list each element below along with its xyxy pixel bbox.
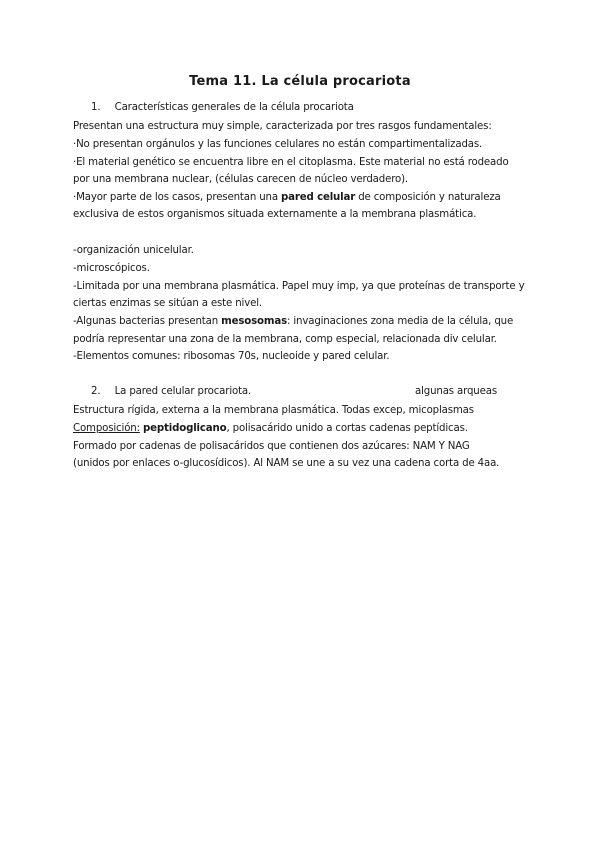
- bold-term-peptidoglicano: peptidoglicano: [142, 423, 227, 434]
- bold-term-pared-celular: pared celular: [281, 192, 356, 203]
- paragraph-glycosidic-bonds: (unidos por enlaces o-glucosídicos). Al NAM se une a su vez una cadena corta de 4aa.: [73, 458, 500, 469]
- text-segment: : invaginaciones zona media de la célula, que: [286, 316, 514, 327]
- bullet-microscopic: -microscópicos.: [73, 263, 150, 274]
- section-2-heading: [91, 385, 251, 399]
- text-segment: ·Mayor parte de los casos, presentan una: [73, 192, 282, 203]
- paragraph-composition: [73, 422, 468, 436]
- paragraph-cell-wall-1: [73, 191, 501, 205]
- bold-term-mesosomas: mesosomas: [221, 316, 287, 327]
- paragraph-genetic-material-1: ·El material genético se encuentra libre en el citoplasma. Este material no está rodeado: [73, 157, 509, 168]
- paragraph-intro: Presentan una estructura muy simple, caracterizada por tres rasgos fundamentales:: [73, 121, 492, 132]
- paragraph-genetic-material-2: por una membrana nuclear, (células carecen de núcleo verdadero).: [73, 174, 408, 185]
- text-segment: , polisacárido unido a cortas cadenas peptídicas.: [226, 423, 468, 434]
- section-1-title: Características generales de la célula procariota: [114, 102, 354, 113]
- section-1-number: 1.: [91, 102, 101, 113]
- bullet-mesosomes-1: [73, 315, 513, 329]
- section-1-heading: [91, 101, 354, 115]
- underlined-label-composicion: Composición:: [73, 423, 140, 434]
- bullet-mesosomes-2: podría representar una zona de la membrana, comp especial, relacionada div celular.: [73, 334, 497, 345]
- section-2-title: La pared celular procariota.: [114, 386, 252, 397]
- text-segment: -Algunas bacterias presentan: [73, 316, 222, 327]
- paragraph-cell-wall-2: exclusiva de estos organismos situada externamente a la membrana plasmática.: [73, 209, 477, 220]
- bullet-membrane-1: -Limitada por una membrana plasmática. Papel muy imp, ya que proteínas de transporte y: [73, 281, 525, 292]
- paragraph-rigid-structure: Estructura rígida, externa a la membrana plasmática. Todas excep, micoplasmas: [73, 405, 474, 416]
- bullet-membrane-2: ciertas enzimas se sitúan a este nivel.: [73, 298, 262, 309]
- section-2-side-note: algunas arqueas: [415, 386, 497, 397]
- section-2-number: 2.: [91, 386, 101, 397]
- bullet-common-elements: -Elementos comunes: ribosomas 70s, nucleoide y pared celular.: [73, 351, 390, 362]
- paragraph-organelles: ·No presentan orgánulos y las funciones celulares no están compartimentalizadas.: [73, 139, 483, 150]
- page-title: Tema 11. La célula procariota: [189, 74, 411, 89]
- bullet-unicellular: -organización unicelular.: [73, 245, 194, 256]
- text-segment: de composición y naturaleza: [355, 192, 501, 203]
- paragraph-polysaccharides: Formado por cadenas de polisacáridos que contienen dos azúcares: NAM Y NAG: [73, 441, 470, 452]
